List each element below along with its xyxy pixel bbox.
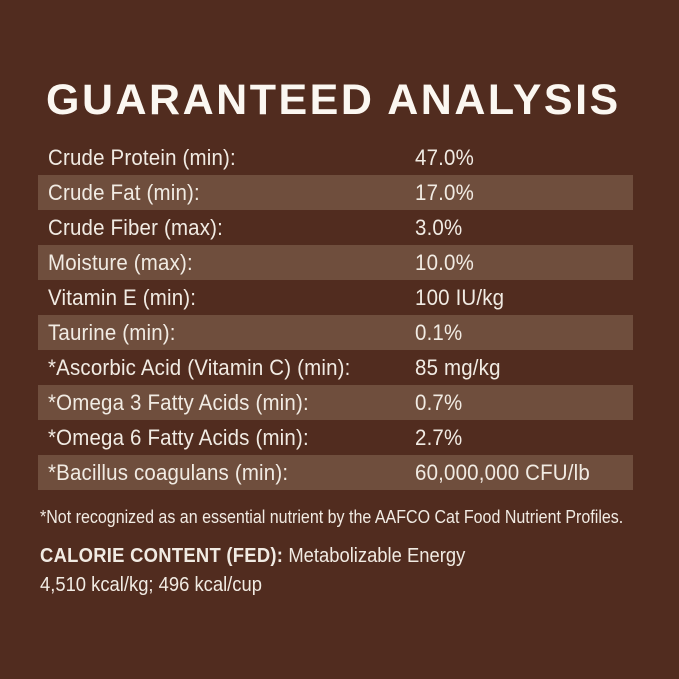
nutrient-label-text: Crude Fat (min): (48, 179, 200, 205)
analysis-table (38, 140, 633, 490)
table-row (38, 455, 633, 490)
nutrient-value (415, 390, 466, 416)
table-row (38, 315, 633, 350)
nutrient-value-text: 60,000,000 CFU/lb (415, 459, 590, 485)
calorie-content-heading: CALORIE CONTENT (FED): (40, 545, 284, 567)
nutrient-label (48, 285, 415, 311)
nutrient-label-text: Crude Fiber (max): (48, 214, 224, 240)
nutrient-value-text: 100 IU/kg (415, 284, 505, 310)
nutrient-label (48, 425, 415, 451)
calorie-content-line (40, 545, 502, 568)
nutrient-value-text: 17.0% (415, 179, 474, 205)
table-row (38, 385, 633, 420)
nutrient-value-text: 85 mg/kg (415, 354, 501, 380)
table-row (38, 210, 633, 245)
table-row (38, 245, 633, 280)
table-row (38, 420, 633, 455)
nutrient-value (415, 460, 603, 486)
nutrient-value (415, 250, 478, 276)
nutrient-value-text: 2.7% (415, 424, 463, 450)
nutrient-value-text: 47.0% (415, 144, 474, 170)
calorie-values-line (40, 574, 281, 597)
nutrient-value-text: 10.0% (415, 249, 474, 275)
calorie-content-text (40, 545, 465, 568)
nutrient-label (48, 215, 415, 241)
nutrient-label-text: *Ascorbic Acid (Vitamin C) (min): (48, 354, 351, 380)
nutrient-label-text: *Omega 3 Fatty Acids (min): (48, 389, 309, 415)
nutrient-value (415, 285, 511, 311)
table-row (38, 350, 633, 385)
nutrient-value-text: 0.7% (415, 389, 463, 415)
nutrient-label (48, 390, 415, 416)
nutrient-label-text: Taurine (min): (48, 319, 176, 345)
nutrient-label (48, 250, 415, 276)
nutrient-label (48, 320, 415, 346)
nutrient-label-text: *Bacillus coagulans (min): (48, 459, 289, 485)
aafco-footnote (40, 507, 679, 528)
nutrient-value (415, 425, 466, 451)
nutrient-label-text: Moisture (max): (48, 249, 193, 275)
nutrient-value-text: 0.1% (415, 319, 463, 345)
nutrient-value (415, 320, 466, 346)
table-row (38, 140, 633, 175)
nutrient-value-text: 3.0% (415, 214, 463, 240)
nutrient-value (415, 180, 478, 206)
calorie-content-description: Metabolizable Energy (288, 545, 466, 567)
table-row (38, 175, 633, 210)
aafco-footnote-text: *Not recognized as an essential nutrient by the AAFCO Cat Food Nutrient Profiles. (40, 507, 624, 527)
nutrient-value (415, 355, 507, 381)
nutrient-value (415, 145, 478, 171)
nutrient-label (48, 145, 415, 171)
nutrient-value (415, 215, 466, 241)
nutrient-label (48, 460, 415, 486)
nutrient-label (48, 355, 415, 381)
table-row (38, 280, 633, 315)
calorie-values-text: 4,510 kcal/kg; 496 kcal/cup (40, 574, 262, 596)
page-title: GUARANTEED ANALYSIS (46, 76, 621, 124)
nutrient-label-text: Vitamin E (min): (48, 284, 197, 310)
nutrient-label (48, 180, 415, 206)
nutrient-label-text: Crude Protein (min): (48, 144, 236, 170)
nutrient-label-text: *Omega 6 Fatty Acids (min): (48, 424, 309, 450)
